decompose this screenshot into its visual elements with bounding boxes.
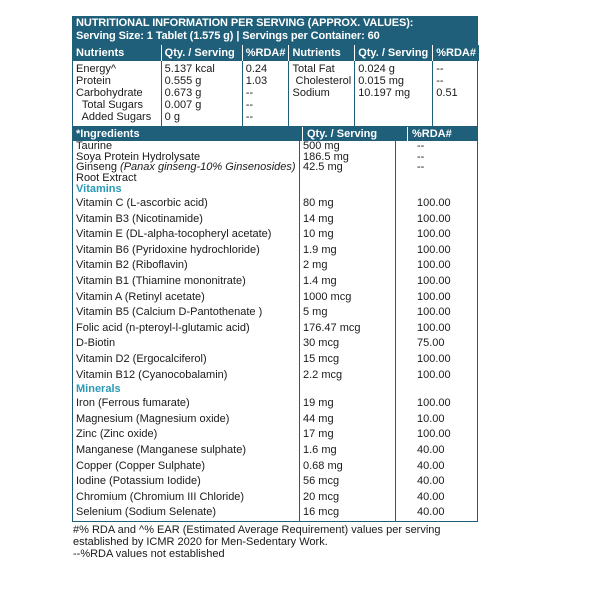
ingredient-rda: 40.00 — [417, 490, 445, 503]
ingredient-qty: 1000 mcg — [303, 290, 352, 303]
ingredient-row — [73, 258, 477, 274]
footnotes — [72, 524, 478, 560]
minerals-list — [73, 396, 477, 521]
nutrition-label — [72, 16, 478, 560]
ingredient-rda: 100.00 — [417, 274, 451, 287]
ingredient-name: Soya Protein Hydrolysate — [76, 150, 201, 163]
nutrient-rda: 1.03 — [242, 75, 289, 87]
ingredient-name: Taurine — [76, 140, 113, 152]
ingredient-name: D-Biotin — [76, 337, 116, 350]
ingredient-rda: 100.00 — [417, 290, 451, 303]
ingredient-row — [73, 412, 477, 428]
ingredient-rda: 40.00 — [417, 475, 445, 488]
ingredient-rda: 75.00 — [417, 337, 445, 350]
ingredient-name: Root Extract — [76, 171, 137, 184]
nutrient-rda: -- — [242, 87, 289, 99]
nutrient-table — [73, 45, 479, 126]
nutrient-name: Carbohydrate — [73, 87, 161, 99]
ingredient-rda: 40.00 — [417, 506, 445, 519]
ingredient-row — [73, 321, 477, 337]
ingredient-qty: 15 mcg — [303, 352, 340, 365]
ingredient-name-main: Ginseng — [76, 161, 117, 173]
ingredient-row — [73, 490, 477, 506]
ingredient-qty: 1.9 mg — [303, 243, 337, 256]
col-header-qty: Qty. / Serving — [161, 45, 242, 61]
ingredient-row — [73, 162, 477, 173]
nutrient-rda: 0.51 — [436, 87, 458, 99]
nutrient-qty: 0 g — [161, 111, 242, 126]
col-header-qty-2: Qty. / Serving — [355, 45, 433, 61]
ingredients-header — [72, 127, 478, 141]
nutrient-qty: 5.137 kcal — [161, 61, 242, 75]
nutrient-rda: 0.24 — [242, 61, 289, 75]
nutrient-name: Total Sugars — [73, 99, 161, 111]
ingredient-rda: 100.00 — [417, 306, 451, 319]
ingredients-table — [72, 141, 478, 522]
col-header-rda: %RDA# — [242, 45, 289, 61]
ingredient-rda: 100.00 — [417, 212, 451, 225]
ingredient-qty: 19 mg — [303, 397, 334, 410]
minerals-section-title: Minerals — [76, 383, 121, 396]
ingredient-qty: 17 mg — [303, 428, 334, 441]
ingredient-name: Vitamin B3 (Nicotinamide) — [76, 212, 203, 225]
ingredient-qty: 10 mg — [303, 228, 334, 241]
ingredient-qty: 500 mg — [303, 140, 340, 152]
nutrient-rda: -- — [242, 99, 289, 111]
table-row — [73, 87, 479, 99]
nutrient-table-box — [72, 44, 478, 127]
column-divider — [395, 141, 396, 521]
nutrient-name: Total Fat — [289, 61, 355, 75]
ingredient-row — [73, 505, 477, 521]
ingredient-qty: 2.2 mcg — [303, 368, 343, 381]
ingredient-rda: -- — [417, 140, 425, 152]
nutrient-name: Cholesterol — [289, 75, 355, 87]
ingredient-name: Chromium (Chromium III Chloride) — [76, 490, 245, 503]
ingredient-name: Iodine (Potassium Iodide) — [76, 475, 201, 488]
nutrient-qty: 0.673 g — [161, 87, 242, 99]
ingredient-row — [73, 352, 477, 368]
ingredient-rda: -- — [417, 161, 425, 173]
ingredient-name: Vitamin B5 (Calcium D-Pantothenate ) — [76, 306, 263, 319]
ingredient-name-latin: (Panax ginseng-10% Ginsenosides) — [120, 161, 296, 173]
ingredient-qty: 1.4 mg — [303, 274, 337, 287]
ingredient-row — [73, 141, 477, 152]
col-header-ing-qty: Qty. / Serving — [303, 127, 408, 141]
ingredient-name: Vitamin C (L-ascorbic acid) — [76, 197, 208, 209]
footnote-line: established by ICMR 2020 for Men-Sedentary Work. — [73, 536, 328, 548]
nutrient-name: Sodium — [289, 87, 355, 99]
nutrient-name: Energy^ — [73, 61, 161, 75]
ingredient-rda: 100.00 — [417, 428, 451, 441]
col-header-nutrients: Nutrients — [73, 45, 161, 61]
ingredient-qty: 42.5 mg — [303, 161, 343, 173]
ingredient-qty: 20 mcg — [303, 490, 340, 503]
header-title: NUTRITIONAL INFORMATION PER SERVING (APPROX. VALUES): — [76, 17, 414, 29]
table-row — [73, 61, 479, 75]
ingredient-rda: 100.00 — [417, 352, 451, 365]
nutrient-rda: -- — [436, 63, 444, 75]
ingredient-name: Iron (Ferrous fumarate) — [76, 397, 190, 410]
ingredient-row — [73, 243, 477, 259]
nutrient-rda: -- — [436, 75, 444, 87]
ingredient-rda: 100.00 — [417, 368, 451, 381]
ingredient-rda: 40.00 — [417, 459, 445, 472]
nutrient-rda: -- — [242, 111, 289, 126]
ingredient-name: Vitamin B1 (Thiamine mononitrate) — [76, 274, 246, 287]
col-header-rda-2: %RDA# — [433, 45, 479, 61]
table-row — [73, 99, 479, 111]
ingredient-qty — [299, 173, 395, 184]
ingredient-row — [73, 459, 477, 475]
nutrient-qty: 0.007 g — [161, 99, 242, 111]
ingredient-qty: 44 mg — [303, 412, 334, 425]
nutrient-qty: 0.024 g — [355, 61, 433, 75]
ingredient-rda: 10.00 — [417, 412, 445, 425]
ingredient-row — [73, 227, 477, 243]
ingredient-rda: 100.00 — [417, 243, 451, 256]
ingredient-qty: 2 mg — [303, 259, 328, 272]
ingredient-qty: 14 mg — [303, 212, 334, 225]
ingredient-rda — [395, 173, 477, 184]
ingredient-name: Copper (Copper Sulphate) — [76, 459, 206, 472]
ingredient-rda: 100.00 — [417, 321, 451, 334]
ingredient-qty: 176.47 mcg — [303, 321, 361, 334]
ingredient-rda: 100.00 — [417, 259, 451, 272]
ingredient-rda: 40.00 — [417, 443, 445, 456]
ingredient-name — [73, 162, 299, 173]
ingredient-name: Magnesium (Magnesium oxide) — [76, 412, 230, 425]
col-header-nutrients-2: Nutrients — [289, 45, 355, 61]
ingredient-name: Vitamin B2 (Riboflavin) — [76, 259, 188, 272]
ingredient-row — [73, 290, 477, 306]
ingredient-row — [73, 212, 477, 228]
ingredient-row — [73, 274, 477, 290]
label-header — [72, 16, 478, 44]
ingredient-row — [73, 474, 477, 490]
nutrient-name: Protein — [73, 75, 161, 87]
ingredient-qty: 1.6 mg — [303, 443, 337, 456]
ingredient-rda: 100.00 — [417, 228, 451, 241]
table-row — [73, 111, 479, 126]
ingredient-rda: -- — [417, 150, 425, 163]
ingredient-name: Folic acid (n-pteroyl-l-glutamic acid) — [76, 321, 250, 334]
col-header-ing-rda: %RDA# — [412, 128, 452, 140]
ingredient-name: Vitamin D2 (Ergocalciferol) — [76, 352, 207, 365]
ingredient-row — [73, 336, 477, 352]
ingredient-row — [73, 443, 477, 459]
ingredient-name: Vitamin A (Retinyl acetate) — [76, 290, 205, 303]
serving-info: Serving Size: 1 Tablet (1.575 g) | Servings per Container: 60 — [76, 30, 380, 42]
ingredient-row — [73, 196, 477, 212]
nutrient-name: Added Sugars — [73, 111, 161, 126]
ingredient-name: Zinc (Zinc oxide) — [76, 428, 158, 441]
nutrient-qty: 0.555 g — [161, 75, 242, 87]
ingredient-row — [73, 368, 477, 384]
ingredient-row — [73, 173, 477, 184]
nutrient-qty: 0.015 mg — [355, 75, 433, 87]
table-row — [73, 75, 479, 87]
vitamins-list — [73, 196, 477, 383]
ingredient-qty: 56 mcg — [303, 475, 340, 488]
ingredient-rda: 100.00 — [417, 397, 451, 410]
ingredient-qty: 0.68 mg — [303, 459, 343, 472]
ingredient-row — [73, 305, 477, 321]
footnote-line: #% RDA and ^% EAR (Estimated Average Requirement) values per serving — [73, 524, 441, 536]
ingredient-name: Vitamin B12 (Cyanocobalamin) — [76, 368, 228, 381]
ingredient-row — [73, 396, 477, 412]
column-divider — [299, 141, 300, 521]
ingredient-qty: 5 mg — [303, 306, 328, 319]
nutrient-qty: 10.197 mg — [355, 87, 433, 99]
ingredient-name: Selenium (Sodium Selenate) — [76, 506, 217, 519]
ingredient-name: Manganese (Manganese sulphate) — [76, 443, 247, 456]
vitamins-section-title: Vitamins — [76, 183, 122, 195]
ingredient-row — [73, 427, 477, 443]
ingredient-name: Vitamin B6 (Pyridoxine hydrochloride) — [76, 243, 260, 256]
col-header-ingredients: *Ingredients — [72, 127, 303, 141]
ingredient-name: Vitamin E (DL-alpha-tocopheryl acetate) — [76, 228, 272, 241]
footnote-line: --%RDA values not established — [73, 548, 225, 560]
ingredient-qty: 30 mcg — [303, 337, 340, 350]
ingredient-qty: 80 mg — [303, 197, 334, 209]
ingredient-qty: 186.5 mg — [303, 150, 349, 163]
ingredient-rda: 100.00 — [417, 197, 451, 209]
ingredient-qty: 16 mcg — [303, 506, 340, 519]
